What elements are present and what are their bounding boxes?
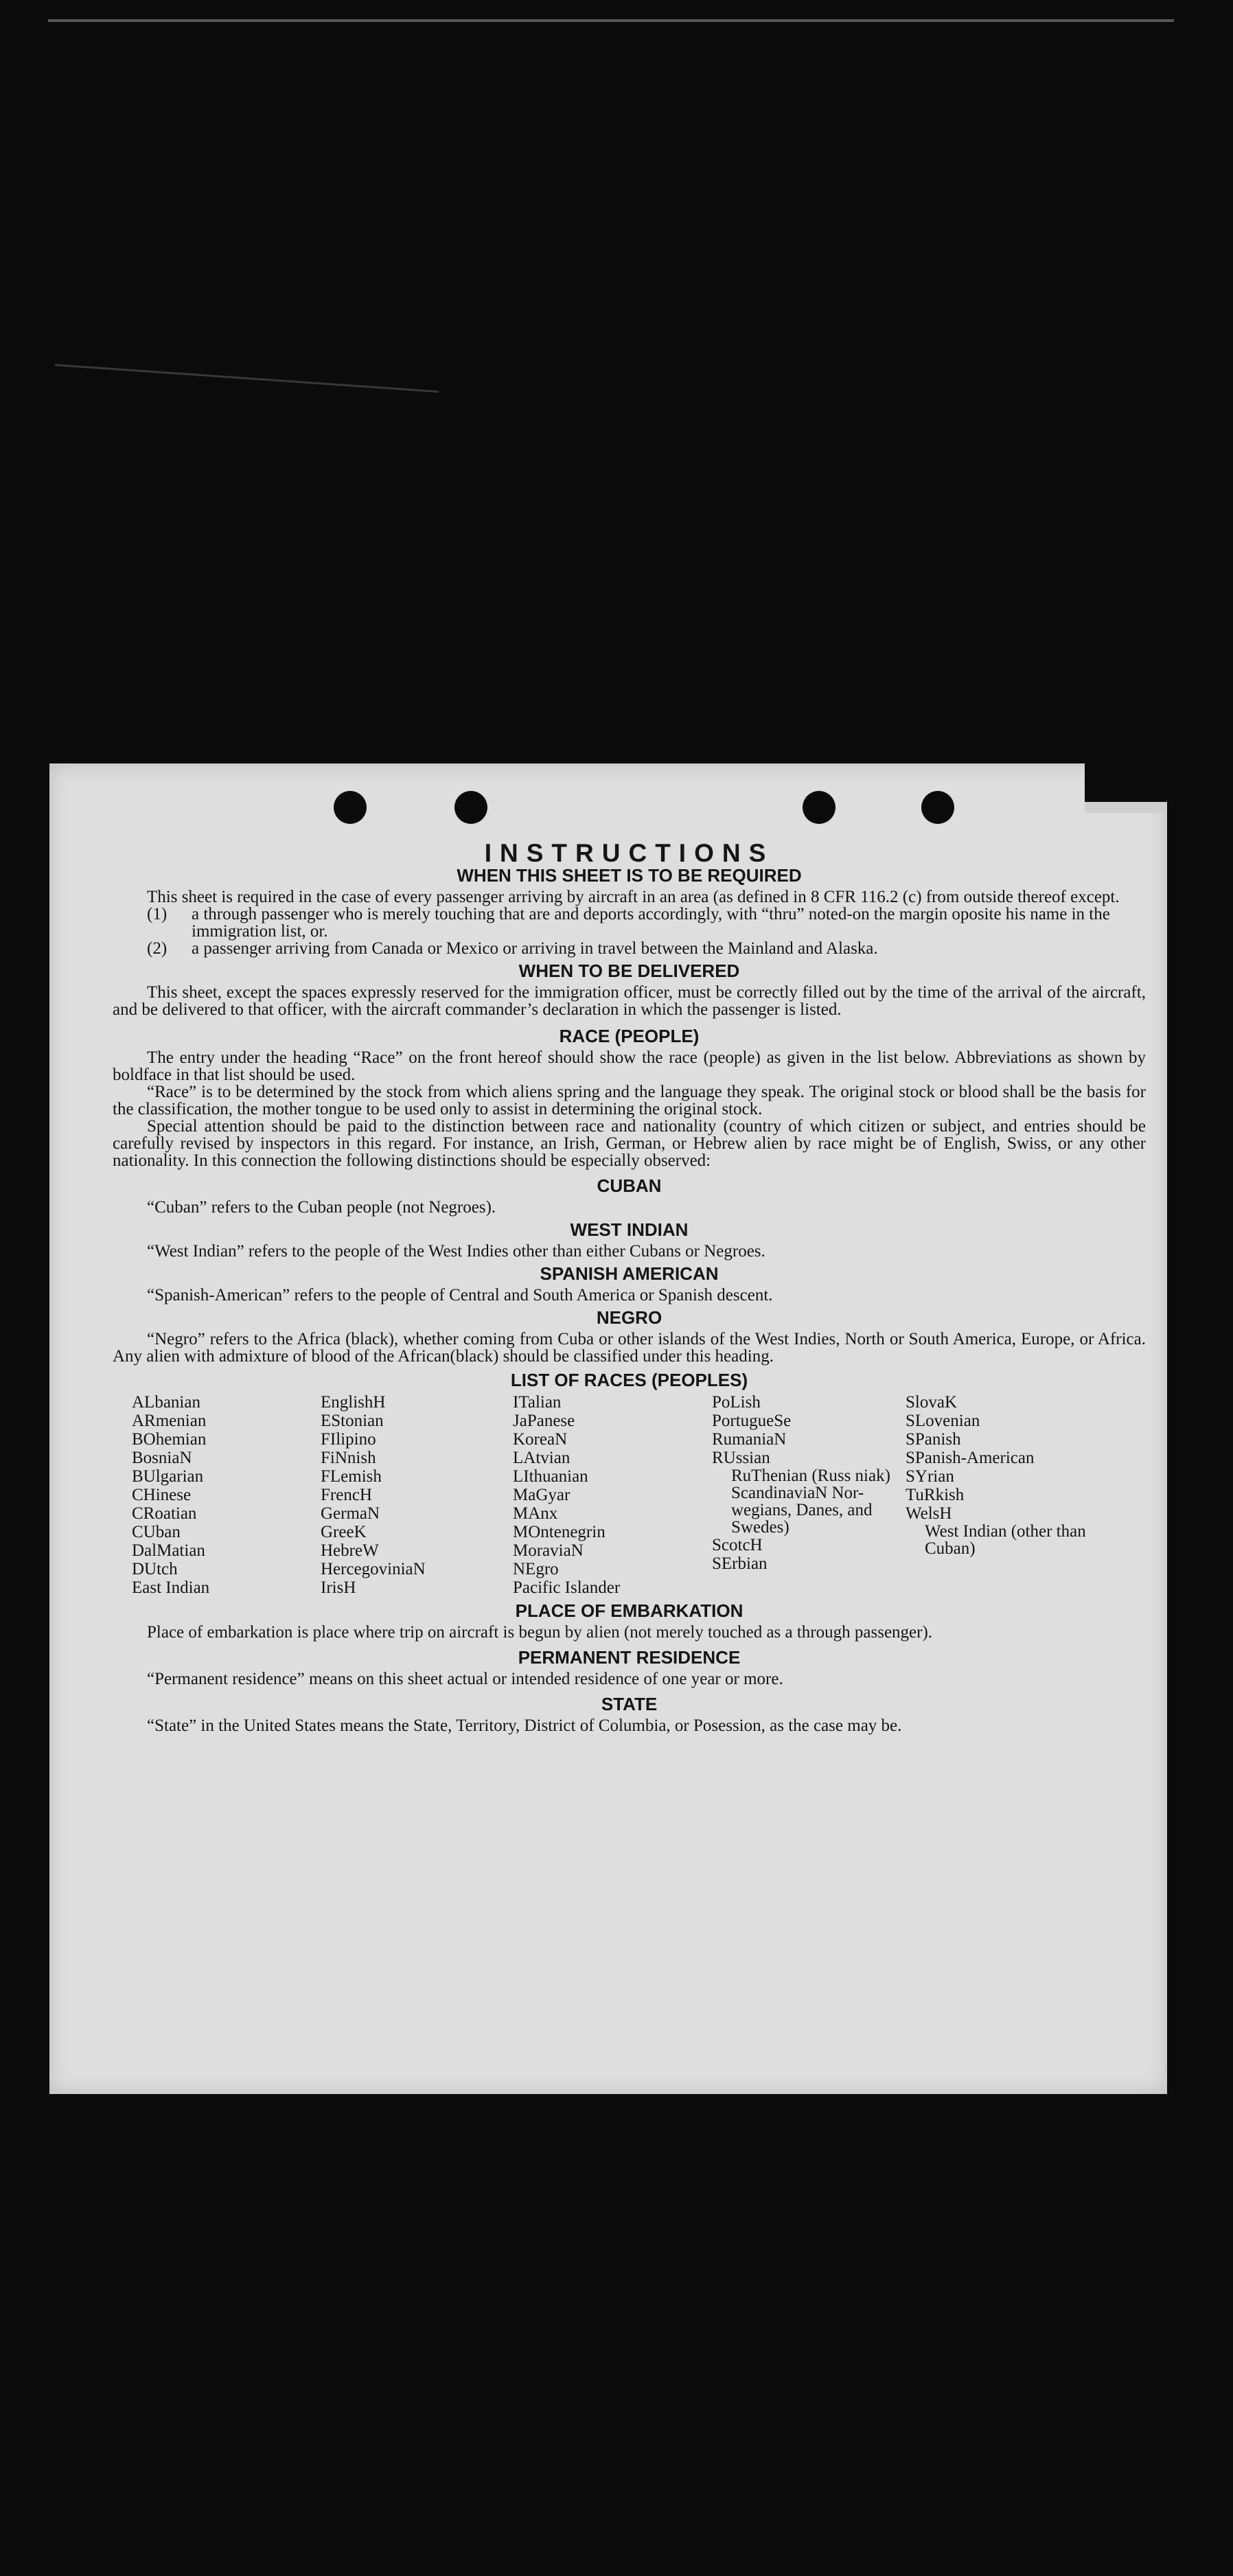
race-entry: IrisH bbox=[321, 1578, 356, 1597]
race-entry: RumaniaN bbox=[712, 1430, 787, 1449]
race-entry: ALbanian bbox=[132, 1393, 200, 1412]
race-entry: HebreW bbox=[321, 1541, 379, 1560]
race-entry: LIthuanian bbox=[513, 1467, 588, 1486]
race-entry: RUssian bbox=[712, 1449, 770, 1467]
list-item-number: (1) bbox=[147, 905, 168, 923]
section-heading-state: STATE bbox=[601, 1694, 658, 1714]
race-entry: DalMatian bbox=[132, 1541, 205, 1560]
section-heading-when-required: WHEN THIS SHEET IS TO BE REQUIRED bbox=[457, 865, 802, 886]
scan-streak bbox=[55, 364, 439, 393]
torn-corner bbox=[1085, 763, 1167, 802]
race-entry: BOhemian bbox=[132, 1430, 207, 1449]
race-entry: West Indian (other than Cuban) bbox=[925, 1522, 1086, 1558]
section-heading-negro: NEGRO bbox=[596, 1307, 662, 1328]
paragraph-west-indian: “West Indian” refers to the people of the West Indies other than either Cubans or Negroes. bbox=[147, 1242, 765, 1261]
paragraph-when-delivered: This sheet, except the spaces expressly reserved for the immigration officer, must be correctly filled out by the time of the arrival of the aircraft, and be delivered to that officer, with the aircraft commander’s declaration in which the passenger is listed. bbox=[113, 983, 1146, 1019]
race-entry: PoLish bbox=[712, 1393, 761, 1412]
races-column bbox=[321, 1393, 513, 1597]
punch-hole bbox=[334, 791, 367, 824]
list-item bbox=[113, 906, 1146, 940]
list-item-text: a passenger arriving from Canada or Mexico or arriving in travel between the Mainland and Alaska. bbox=[192, 939, 878, 958]
race-entry: SPanish bbox=[906, 1430, 961, 1449]
races-column bbox=[712, 1393, 906, 1597]
race-entry: SlovaK bbox=[906, 1393, 957, 1412]
race-entry: NEgro bbox=[513, 1560, 559, 1578]
list-item bbox=[113, 940, 1146, 957]
race-entry: FIlipino bbox=[321, 1430, 376, 1449]
race-entry: FrencH bbox=[321, 1486, 372, 1504]
race-entry: MOntenegrin bbox=[513, 1523, 606, 1541]
race-entry: BosniaN bbox=[132, 1449, 192, 1467]
paragraph-residence: “Permanent residence” means on this sheet actual or intended residence of one year or more. bbox=[147, 1670, 783, 1688]
races-column bbox=[513, 1393, 712, 1597]
section-heading-spanish-american: SPANISH AMERICAN bbox=[540, 1263, 719, 1284]
race-entry: MAnx bbox=[513, 1504, 558, 1523]
document-page bbox=[49, 763, 1167, 2094]
section-heading-embarkation: PLACE OF EMBARKATION bbox=[515, 1600, 744, 1621]
paragraph-state: “State” in the United States means the State, Territory, District of Columbia, or Posession, as the case may be. bbox=[147, 1716, 902, 1735]
race-entry: ScotcH bbox=[712, 1536, 763, 1554]
section-heading-race: RACE (PEOPLE) bbox=[559, 1026, 700, 1046]
race-entry: ScandinaviaN Nor-wegians, Danes, and Swedes) bbox=[731, 1484, 873, 1537]
race-entry: JaPanese bbox=[513, 1412, 575, 1430]
list-item-number: (2) bbox=[147, 939, 168, 958]
section-heading-residence: PERMANENT RESIDENCE bbox=[518, 1647, 741, 1668]
paragraph-race-3: Special attention should be paid to the distinction between race and nationality (country of which citizen or subject, and entries should be carefully revised by inspectors in this regard. For instance, an Irish, German, or Hebrew alien by race might be of English, Swiss, or any other nationality. In this connection the following distinctions should be especially observed: bbox=[113, 1117, 1146, 1170]
torn-corner-edge bbox=[1085, 802, 1167, 813]
race-entry: TuRkish bbox=[906, 1486, 965, 1504]
race-entry: SErbian bbox=[712, 1554, 768, 1573]
punch-hole bbox=[454, 791, 487, 824]
paragraph-negro: “Negro” refers to the Africa (black), whether coming from Cuba or other islands of the West Indies, North or South America, Europe, or Africa. Any alien with admixture of blood of the African(black) should be classified under this heading. bbox=[113, 1330, 1146, 1366]
section-heading-races-list: LIST OF RACES (PEOPLES) bbox=[510, 1370, 748, 1390]
paragraph-embarkation: Place of embarkation is place where trip on aircraft is begun by alien (not merely touched as a through passenger). bbox=[147, 1623, 933, 1642]
race-entry: RuThenian (Russ niak) bbox=[731, 1467, 890, 1485]
race-entry: MaGyar bbox=[513, 1486, 571, 1504]
paragraph-when-required: This sheet is required in the case of every passenger arriving by aircraft in an area (as defined in 8 CFR 116.2 (c) from outside thereof except. bbox=[147, 888, 1120, 906]
punch-hole bbox=[921, 791, 954, 824]
race-entry: WelsH bbox=[906, 1504, 952, 1523]
races-table bbox=[132, 1393, 1146, 1597]
list-item-text: a through passenger who is merely touching that are and deports accordingly, with “thru” noted-on the margin oposite his name in the immigration list, or. bbox=[192, 905, 1110, 941]
race-entry: SPanish-American bbox=[906, 1449, 1035, 1467]
section-heading-west-indian: WEST INDIAN bbox=[570, 1219, 689, 1240]
race-entry: Pacific Islander bbox=[513, 1578, 621, 1597]
races-column bbox=[132, 1393, 321, 1597]
race-entry: EnglishH bbox=[321, 1393, 386, 1412]
paragraph-cuban: “Cuban” refers to the Cuban people (not Negroes). bbox=[147, 1198, 496, 1217]
race-entry: GreeK bbox=[321, 1523, 367, 1541]
races-column bbox=[906, 1393, 1091, 1597]
section-heading-when-delivered: WHEN TO BE DELIVERED bbox=[518, 961, 740, 981]
race-entry: EStonian bbox=[321, 1412, 384, 1430]
paragraph-spanish-american: “Spanish-American” refers to the people of Central and South America or Spanish descent. bbox=[147, 1286, 773, 1304]
punch-hole bbox=[803, 791, 836, 824]
race-entry: LAtvian bbox=[513, 1449, 571, 1467]
race-entry: FLemish bbox=[321, 1467, 382, 1486]
section-heading-cuban: CUBAN bbox=[597, 1175, 662, 1196]
race-entry: ARmenian bbox=[132, 1412, 207, 1430]
race-entry: KoreaN bbox=[513, 1430, 568, 1449]
race-entry: SYrian bbox=[906, 1467, 954, 1486]
race-entry: ITalian bbox=[513, 1393, 562, 1412]
paragraph-race-2: “Race” is to be determined by the stock from which aliens spring and the language they speak. The original stock or blood shall be the basis for the classification, the mother tongue to be used only to assist in determining the original stock. bbox=[113, 1083, 1146, 1118]
race-entry: BUlgarian bbox=[132, 1467, 204, 1486]
race-entry: FiNnish bbox=[321, 1449, 376, 1467]
instructions-content bbox=[113, 839, 1146, 1735]
race-entry: MoraviaN bbox=[513, 1541, 584, 1560]
paragraph-race-1: The entry under the heading “Race” on the front hereof should show the race (people) as given in the list below. Abbreviations as shown by boldface in that list should be used. bbox=[113, 1048, 1146, 1084]
race-entry: GermaN bbox=[321, 1504, 380, 1523]
race-entry: SLovenian bbox=[906, 1412, 980, 1430]
race-entry: CRoatian bbox=[132, 1504, 197, 1523]
race-entry: PortugueSe bbox=[712, 1412, 792, 1430]
race-entry: East Indian bbox=[132, 1578, 210, 1597]
race-entry: HercegoviniaN bbox=[321, 1560, 426, 1578]
scan-edge-line bbox=[48, 19, 1174, 22]
race-entry: CHinese bbox=[132, 1486, 192, 1504]
race-entry: DUtch bbox=[132, 1560, 178, 1578]
race-entry: CUban bbox=[132, 1523, 181, 1541]
page-title: INSTRUCTIONS bbox=[484, 839, 774, 867]
